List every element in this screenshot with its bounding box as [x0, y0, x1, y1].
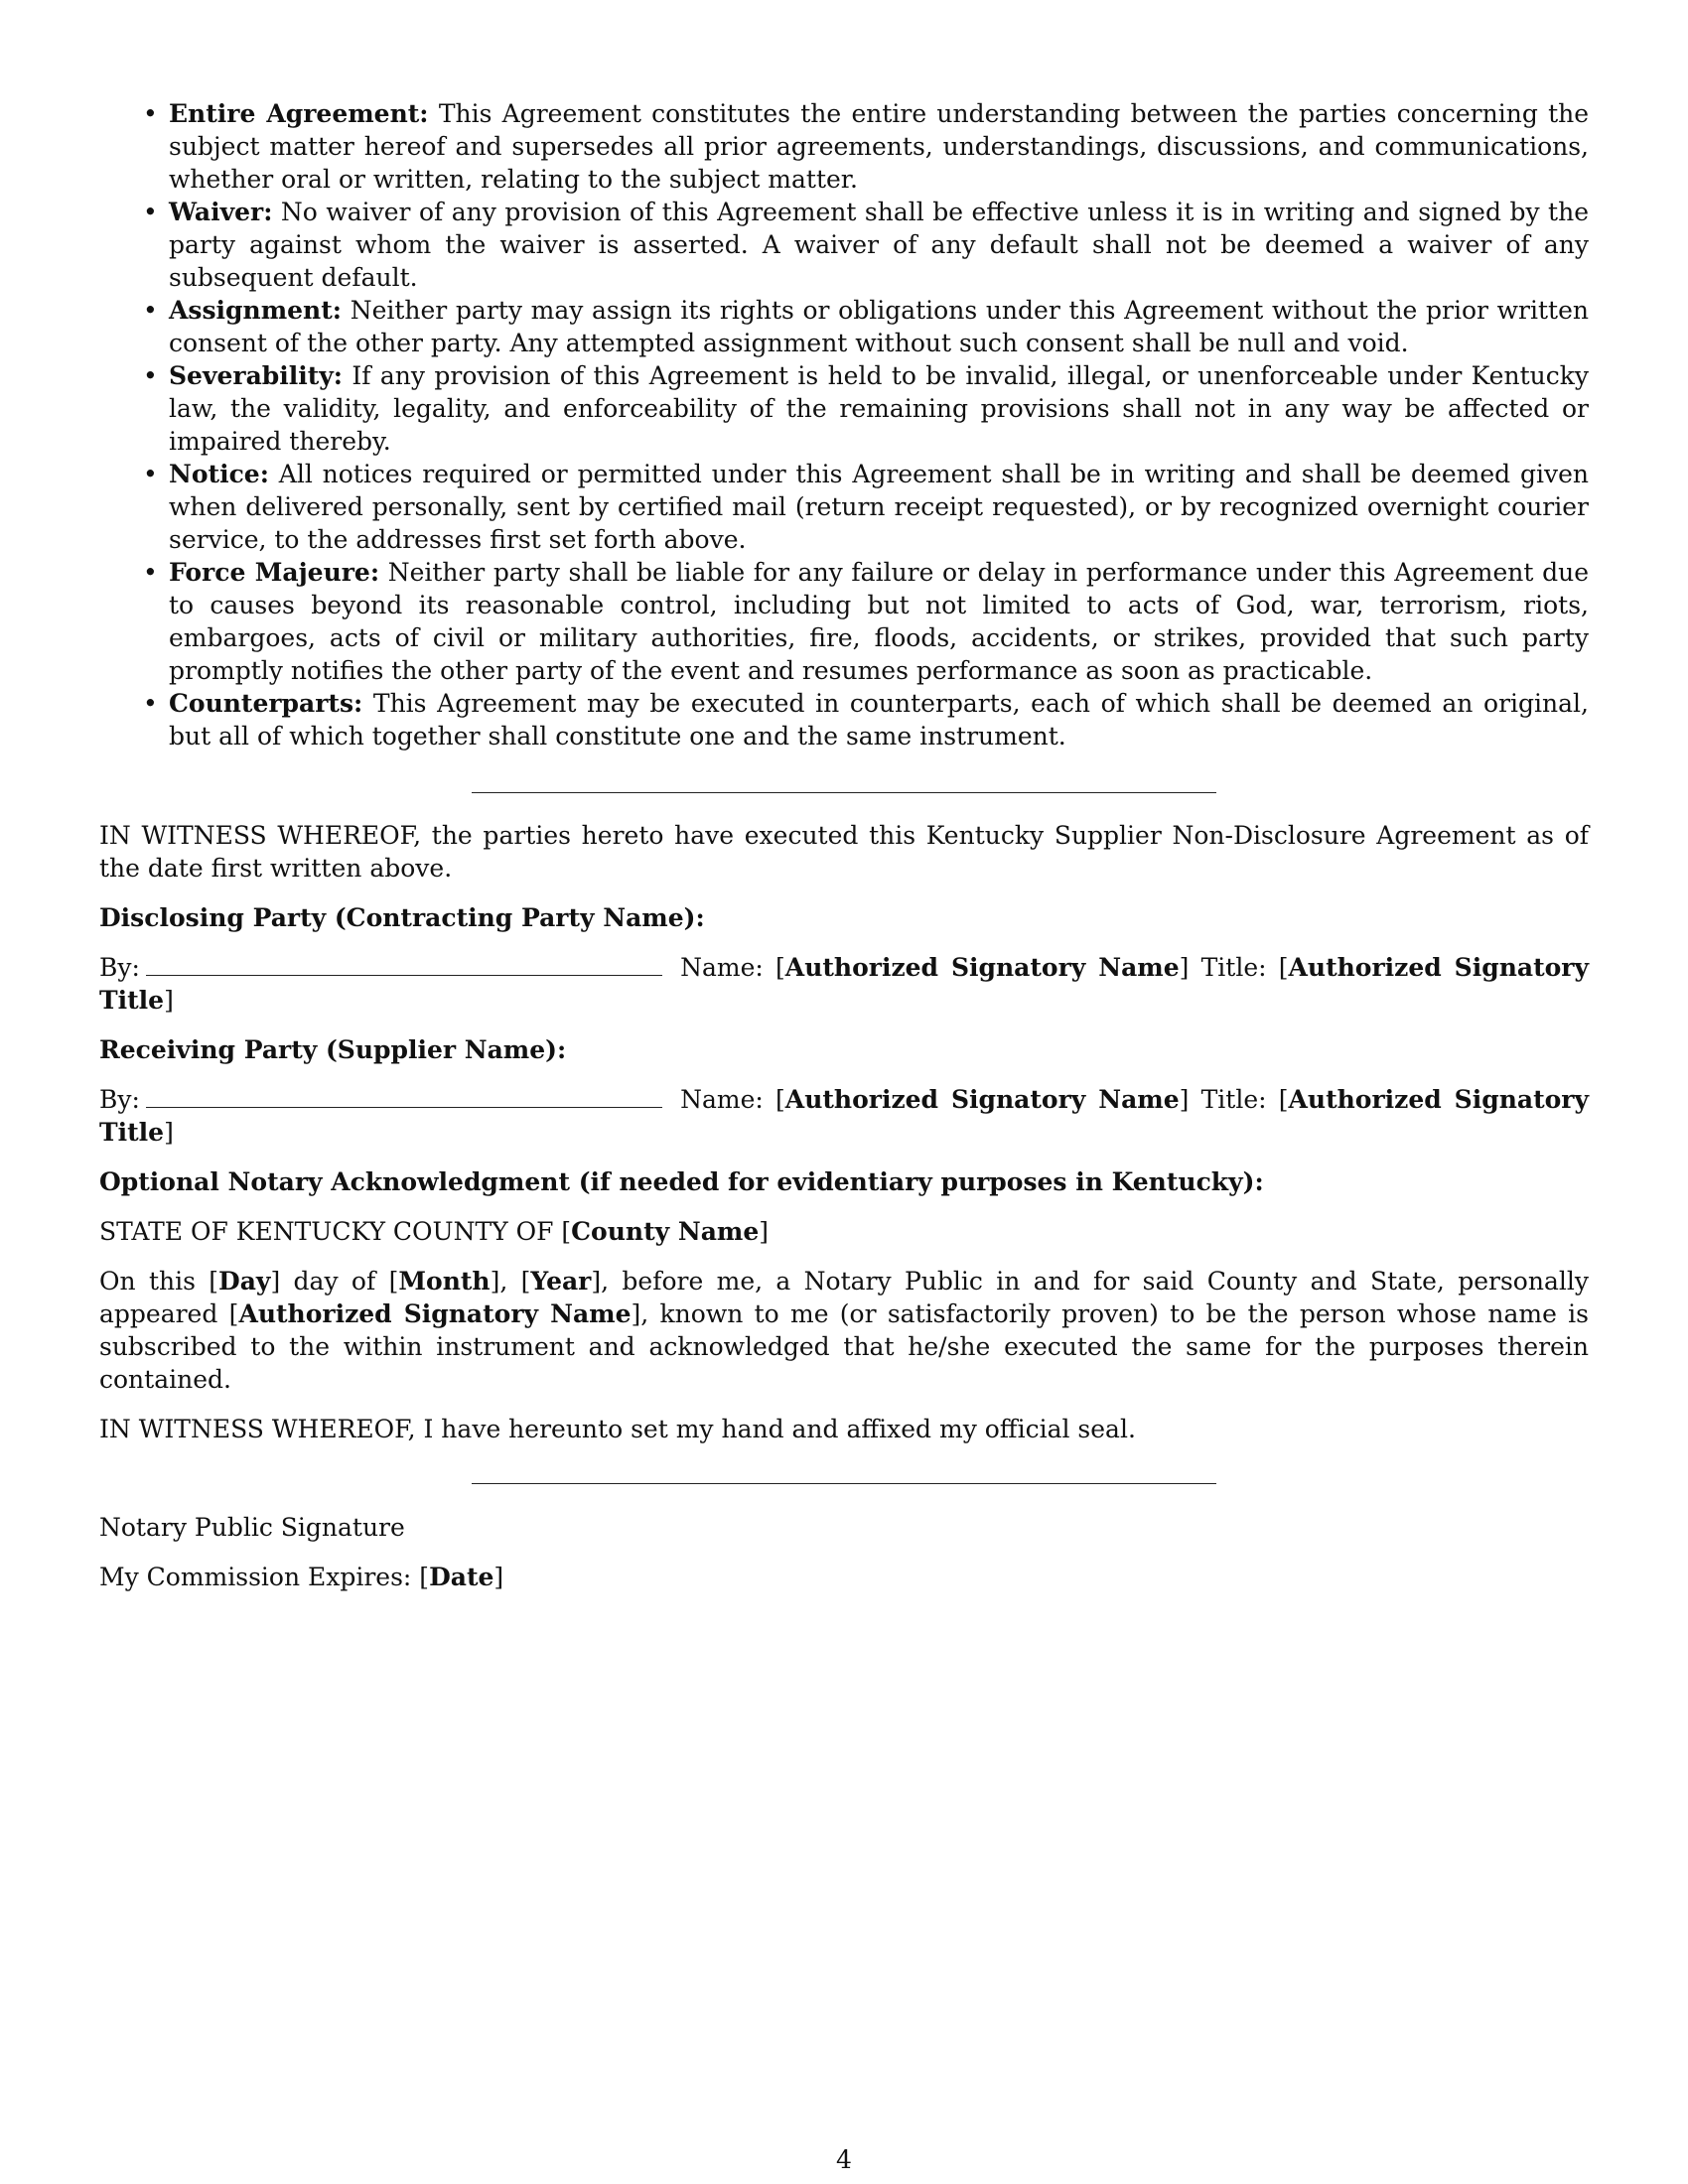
bullet-icon: • — [143, 558, 158, 587]
list-item — [143, 294, 1589, 359]
name-label: Name: — [680, 953, 764, 982]
document-body — [99, 97, 1589, 1593]
day-placeholder: Day — [218, 1267, 271, 1296]
signatory-placeholder: Authorized Signatory Name — [238, 1299, 632, 1328]
disclosing-signature-field[interactable] — [146, 953, 662, 976]
ack-text: On this — [99, 1267, 196, 1296]
bullet-icon: • — [143, 99, 158, 128]
clause-text: This Agreement may be executed in counterparts, each of which shall be deemed an original, but all of which together shall constitute one and the same instrument. — [169, 689, 1589, 751]
clause-list — [99, 97, 1589, 752]
clause-text: No waiver of any provision of this Agreement shall be effective unless it is in writing and signed by the party against whom the waiver is asserted. A waiver of any default shall not be deemed a waiver of any subsequent default. — [169, 198, 1589, 292]
ack-text: known to me (or satisfactorily proven) to be the person whose name is subscribed to the within instrument and acknowledged that he/she executed the same for the purposes therein contained. — [99, 1299, 1589, 1394]
section-divider — [472, 792, 1216, 793]
date-placeholder: Date — [429, 1563, 494, 1591]
bullet-icon: • — [143, 296, 158, 325]
list-item — [143, 458, 1590, 556]
bullet-icon: • — [143, 198, 158, 226]
clause-text: Neither party may assign its rights or obligations under this Agreement without the prior written consent of the other party. Any attempted assignment without such consent shall be null and void. — [169, 296, 1589, 357]
state-county-line: STATE OF KENTUCKY COUNTY OF [County Name] — [99, 1217, 770, 1246]
disclosing-party-signature-line: By: Name: [Authorized Signatory Name] Title: [Authorized Signatory Title] — [99, 953, 1589, 1015]
name-placeholder: Authorized Signatory Name — [784, 953, 1180, 982]
state-county-label: STATE OF KENTUCKY COUNTY OF — [99, 1217, 554, 1246]
notary-witness-seal: IN WITNESS WHEREOF, I have hereunto set my hand and affixed my official seal. — [99, 1415, 1136, 1443]
disclosing-party-heading: Disclosing Party (Contracting Party Name): — [99, 903, 705, 932]
month-placeholder: Month — [398, 1267, 491, 1296]
clause-title: Assignment: — [169, 296, 343, 325]
list-item — [143, 196, 1589, 294]
receiving-party-heading: Receiving Party (Supplier Name): — [99, 1035, 567, 1064]
clause-title: Counterparts: — [169, 689, 363, 718]
name-placeholder: Authorized Signatory Name — [784, 1085, 1180, 1114]
receiving-party-signature-line: By: Name: [Authorized Signatory Name] Title: [Authorized Signatory Title] — [99, 1085, 1589, 1147]
clause-title: Severability: — [169, 361, 344, 390]
title-label: Title: — [1200, 1085, 1267, 1114]
clause-text: This Agreement constitutes the entire understanding between the parties concerning the subject matter hereof and supersedes all prior agreements, understandings, discussions, and communications, whether oral or written, relating to the subject matter. — [169, 99, 1590, 194]
clause-title: Notice: — [169, 460, 269, 488]
clause-text: All notices required or permitted under this Agreement shall be in writing and shall be deemed given when delivered personally, sent by certified mail (return receipt requested), or by recognized overnight courier service, to the addresses first set forth above. — [169, 460, 1590, 554]
list-item — [143, 687, 1589, 752]
clause-text: Neither party shall be liable for any failure or delay in performance under this Agreement due to causes beyond its reasonable control, including but not limited to acts of God, war, terrorism, riots, embargoes, acts of civil or military authorities, fire, floods, accidents, or strikes, provided that such party promptly notifies the other party of the event and resumes performance as soon as practicable. — [169, 558, 1589, 685]
list-item — [143, 359, 1589, 458]
page-number: 4 — [836, 2145, 852, 2174]
clause-text: If any provision of this Agreement is held to be invalid, illegal, or unenforceable under Kentucky law, the validity, legality, and enforceability of the remaining provisions shall not in any way be affected or impaired thereby. — [169, 361, 1589, 456]
notary-signature-label: Notary Public Signature — [99, 1513, 405, 1542]
notary-heading: Optional Notary Acknowledgment (if needed for evidentiary purposes in Kentucky): — [99, 1167, 1264, 1196]
bullet-icon: • — [143, 460, 158, 488]
notary-acknowledgment: On this [Day] day of [Month], [Year], before me, a Notary Public in and for said County and State, personally appeared [Authorized Signatory Name], known to me (or satisfactorily proven) to be the person whose name is subscribed to the within instrument and acknowledged that he/she executed the same for the purposes therein contained. — [99, 1267, 1589, 1394]
clause-title: Waiver: — [169, 198, 273, 226]
name-label: Name: — [680, 1085, 764, 1114]
title-label: Title: — [1200, 953, 1267, 982]
notary-signature-line[interactable] — [472, 1483, 1216, 1484]
by-label: By: — [99, 1085, 140, 1114]
list-item — [143, 556, 1589, 687]
commission-expiry-line: My Commission Expires: [Date] — [99, 1563, 504, 1591]
bullet-icon: • — [143, 361, 158, 390]
clause-title: Force Majeure: — [169, 558, 380, 587]
clause-title: Entire Agreement: — [169, 99, 429, 128]
ack-text: day of — [293, 1267, 376, 1296]
by-label: By: — [99, 953, 140, 982]
witness-statement: IN WITNESS WHEREOF, the parties hereto have executed this Kentucky Supplier Non-Disclosure Agreement as of the date first written above. — [99, 821, 1589, 883]
commission-label: My Commission Expires: — [99, 1563, 412, 1591]
list-item — [143, 97, 1590, 196]
county-placeholder: County Name — [571, 1217, 760, 1246]
bullet-icon: • — [143, 689, 158, 718]
year-placeholder: Year — [530, 1267, 592, 1296]
ack-text: before me, a Notary Public in and for said County and State, personally appeared — [99, 1267, 1589, 1328]
title-placeholder: Authorized Signatory Title — [99, 1085, 1589, 1147]
title-placeholder: Authorized Signatory Title — [99, 953, 1589, 1015]
receiving-signature-field[interactable] — [146, 1085, 662, 1108]
